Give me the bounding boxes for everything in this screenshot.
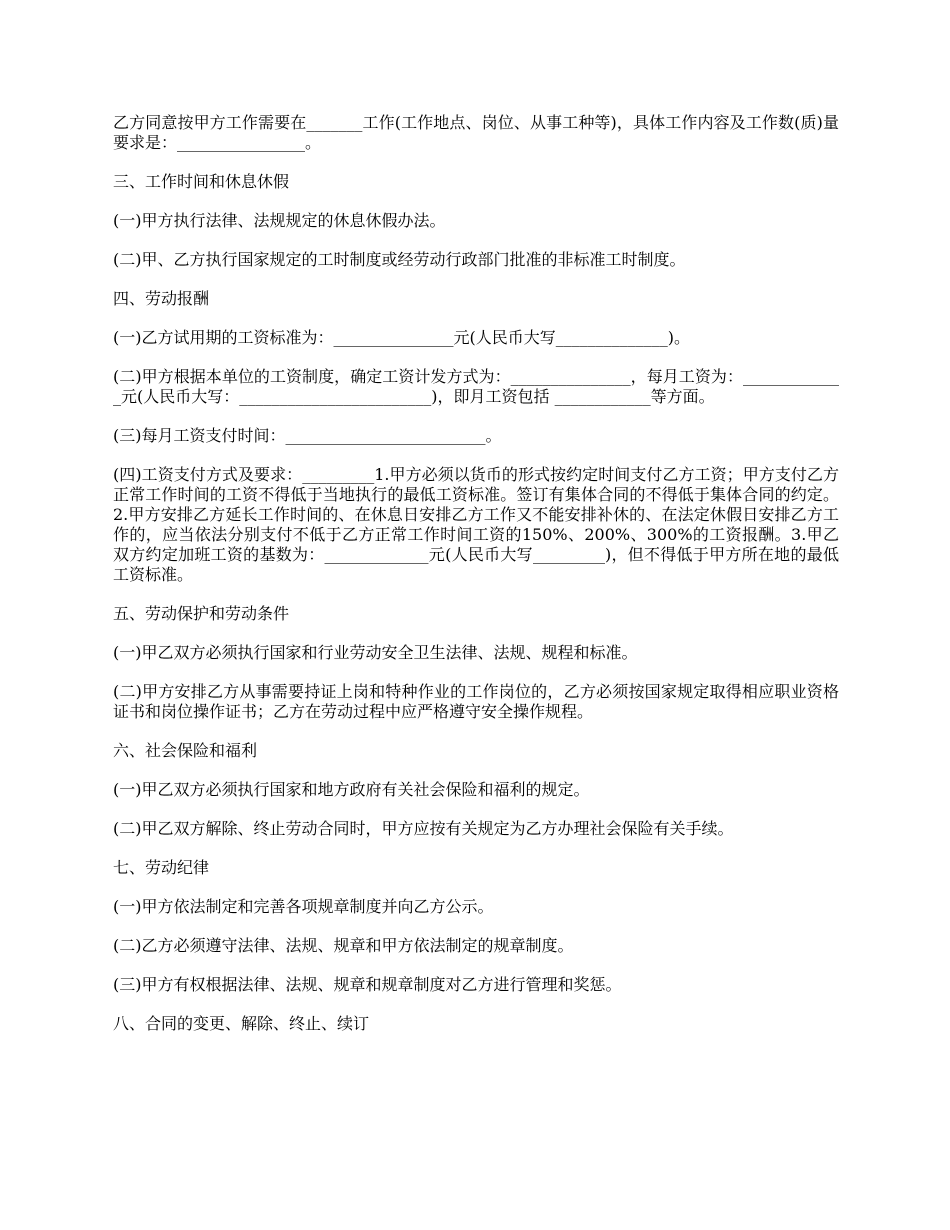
section-heading-7: 七、劳动纪律	[113, 858, 210, 877]
paragraph-5-1: (一)甲乙双方必须执行国家和行业劳动安全卫生法律、法规、规程和标准。	[113, 643, 638, 662]
section-heading-8: 八、合同的变更、解除、终止、续订	[113, 1014, 370, 1033]
paragraph-4-4: (四)工资支付方式及要求：_________1.甲方必须以货币的形式按约定时间支付乙方工资；甲方支付乙方正常工作时间的工资不得低于当地执行的最低工资标准。签订有集体合同的不得低于集体合同的约定。2.甲方安排乙方延长工作时间的、在休息日安排乙方工作又不能安排补休的、在法定休假日安排乙方工作的，应当依法分别支付不低于乙方正常工作时间工资的150%、200%、300%的工资报酬。3.甲乙双方约定加班工资的基数为：_____________元(人民币大写_________)，但不得低于甲方所在地的最低工资标准。	[113, 465, 839, 584]
paragraph-3-1: (一)甲方执行法律、法规规定的休息休假办法。	[113, 211, 446, 230]
paragraph-4-2: (二)甲方根据本单位的工资制度，确定工资计发方式为：_______________，每月工资为：_____________元(人民币大写：________________________)，即月工资包括 ____________等方面。	[113, 367, 839, 406]
section-heading-3: 三、工作时间和休息休假	[113, 172, 290, 191]
section-heading-5: 五、劳动保护和劳动条件	[113, 604, 290, 623]
paragraph-work-location: 乙方同意按甲方工作需要在_______工作(工作地点、岗位、从事工种等)，具体工作内容及工作数(质)量要求是：________________。	[113, 113, 839, 152]
paragraph-7-2: (二)乙方必须遵守法律、法规、规章和甲方依法制定的规章制度。	[113, 936, 574, 955]
paragraph-4-1: (一)乙方试用期的工资标准为：_______________元(人民币大写______________)。	[113, 328, 690, 347]
paragraph-6-2: (二)甲乙双方解除、终止劳动合同时，甲方应按有关规定为乙方办理社会保险有关手续。	[113, 819, 734, 838]
paragraph-5-2: (二)甲方安排乙方从事需要持证上岗和特种作业的工作岗位的，乙方必须按国家规定取得相应职业资格证书和岗位操作证书；乙方在劳动过程中应严格遵守安全操作规程。	[113, 682, 839, 721]
paragraph-4-3: (三)每月工资支付时间：_________________________。	[113, 426, 502, 445]
paragraph-6-1: (一)甲乙双方必须执行国家和地方政府有关社会保险和福利的规定。	[113, 780, 590, 799]
paragraph-3-2: (二)甲、乙方执行国家规定的工时制度或经劳动行政部门批准的非标准工时制度。	[113, 250, 686, 269]
document-page	[113, 113, 839, 1053]
section-heading-4: 四、劳动报酬	[113, 289, 210, 308]
paragraph-7-1: (一)甲方依法制定和完善各项规章制度并向乙方公示。	[113, 897, 494, 916]
section-heading-6: 六、社会保险和福利	[113, 741, 258, 760]
paragraph-7-3: (三)甲方有权根据法律、法规、规章和规章制度对乙方进行管理和奖惩。	[113, 975, 622, 994]
